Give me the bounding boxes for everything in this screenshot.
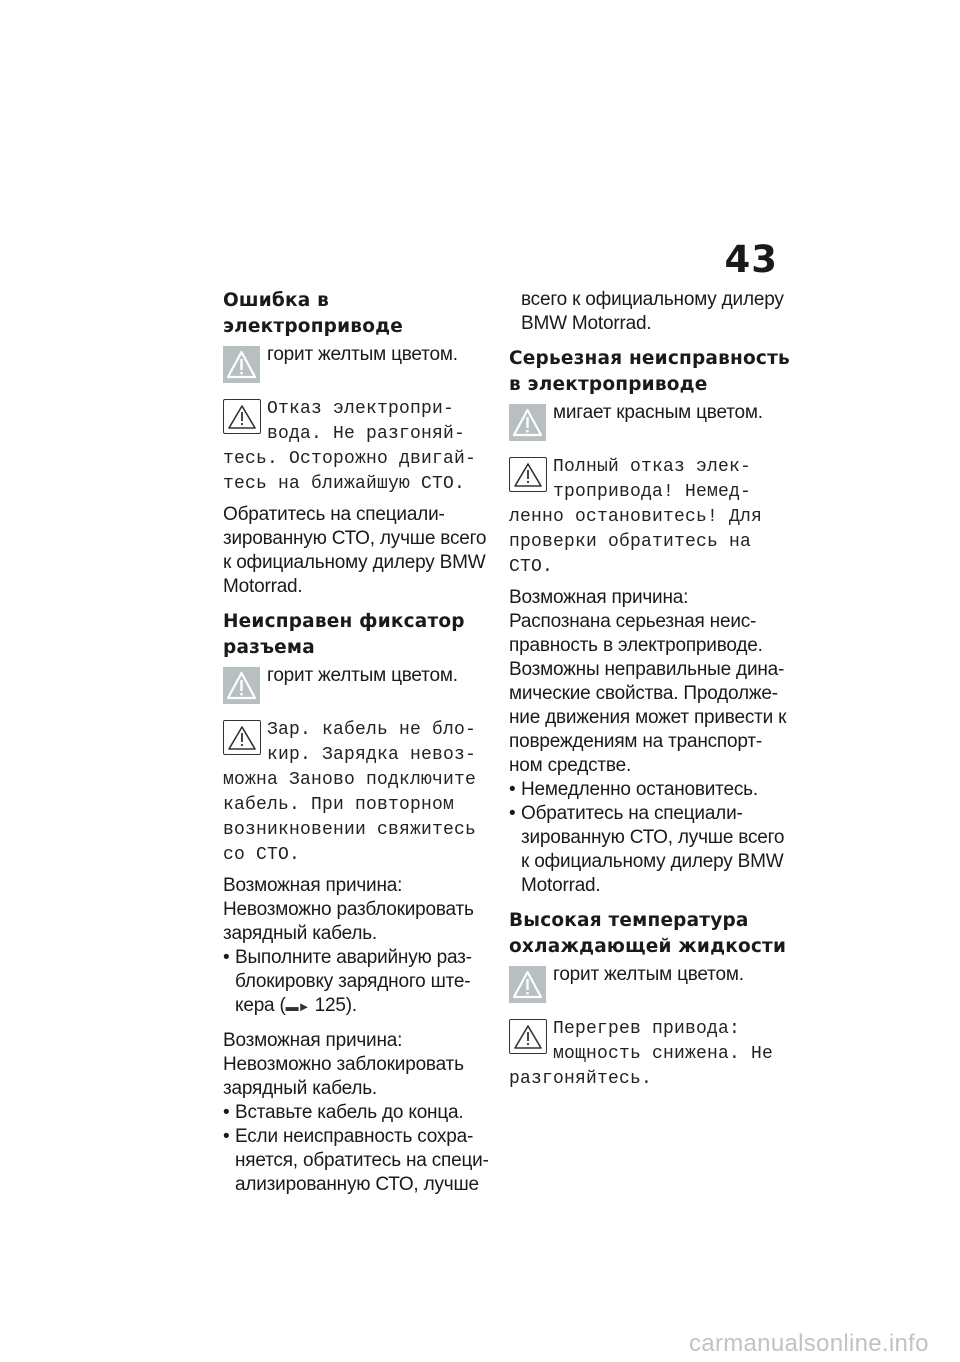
display-message [509,1017,791,1092]
warning-triangle-icon [509,404,546,441]
warning-triangle-icon [509,966,546,1003]
indicator-row [509,963,791,1003]
section-drive-error [223,288,493,599]
action-list [509,778,791,898]
section-coolant-temperature [509,908,791,1092]
indicator-text: мигает красным цветом. [553,402,763,423]
indicator-text: горит желтым цветом. [267,665,458,686]
list-item: • Немедленно остановитесь. [509,778,791,802]
list-item: • Вставьте кабель до конца. [223,1101,493,1125]
warning-triangle-framed-icon [509,1019,547,1054]
page-number: 43 [724,238,778,281]
section-connector-lock [223,609,493,1197]
display-message [509,455,791,580]
section-heading: Серьезная неисправность в электроприводе [509,348,790,395]
display-message [223,718,493,868]
warning-triangle-icon [223,346,260,383]
warning-triangle-framed-icon [509,457,547,492]
section-heading: Высокая температура охлаждающей жидкости [509,910,787,957]
section-heading: Неисправен фиксатор разъема [223,611,465,658]
cause-text: Невозможно заблокировать зарядный кабель. [223,1054,464,1099]
indicator-row [509,401,791,441]
indicator-row [223,343,493,383]
display-message-text: Отказ электропри-вода. Не разгоняй-тесь. Осторожно двигай-тесь на ближайшую СТО. [223,399,477,494]
cause-text: Невозможно разблокировать зарядный кабель. [223,899,474,944]
display-message [223,397,493,497]
indicator-row [223,664,493,704]
display-message-text: Полный отказ элек-тропривода! Немед-ленно остановитесь! Для проверки обратитесь на СТО. [509,457,763,577]
watermark: carmanualsonline.info [689,1330,929,1357]
section-serious-fault [509,346,791,898]
left-column [223,288,493,1197]
action-list [223,946,493,1019]
right-column [509,288,791,1098]
cause-text: Распознана серьезная неис-правность в электроприводе. Возможны неправильные дина-мические свойства. Продолже-ние движения может привести к повреждениям на транспорт-ном средстве. [509,611,787,776]
cause-label: Возможная причина: [223,1030,403,1051]
warning-triangle-framed-icon [223,399,261,434]
arrow-right-icon: ▬► [285,999,310,1014]
cause-label: Возможная причина: [509,587,689,608]
paragraph: Обратитесь на специали-зированную СТО, лучше всего к официальному дилеру BMW Motorrad. [223,504,487,597]
display-message-text: Перегрев привода: мощность снижена. Не разгоняйтесь. [509,1019,774,1089]
indicator-text: горит желтым цветом. [553,964,744,985]
action-list [223,1101,493,1197]
list-item: • Обратитесь на специали-зированную СТО, лучше всего к официальному дилеру BMW Motorrad. [509,802,791,898]
paragraph-continued: всего к официальному дилеру BMW Motorrad. [521,289,784,334]
page-reference[interactable]: 125). [314,995,357,1016]
indicator-text: горит желтым цветом. [267,344,458,365]
list-item: • Выполните аварийную раз-блокировку зарядного ште-кера (▬► 125). [223,946,493,1019]
section-heading: Ошибка в электроприводе [223,290,403,337]
warning-triangle-framed-icon [223,720,261,755]
list-item: • Если неисправность сохра-няется, обратитесь на специ-ализированную СТО, лучше [223,1125,493,1197]
cause-label: Возможная причина: [223,875,403,896]
display-message-text: Зар. кабель не бло-кир. Зарядка невоз-можна Заново подключите кабель. При повторном возникновении свяжитесь со СТО. [223,720,477,865]
warning-triangle-icon [223,667,260,704]
